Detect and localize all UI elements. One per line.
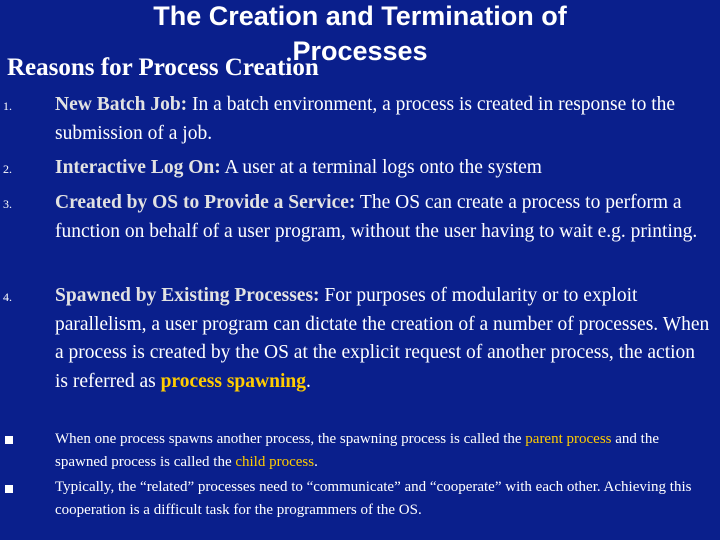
- bullet-text: When one process spawns another process, the spawning process is called the: [55, 431, 526, 447]
- list-number: 3.: [3, 197, 12, 211]
- list-item-tail: .: [305, 370, 311, 392]
- term: Interactive Log On:: [55, 157, 221, 178]
- list-number: 4.: [3, 290, 12, 304]
- bullet-text: and the spawned process is called the: [55, 431, 659, 470]
- bullet-item: [55, 428, 715, 473]
- list-item-text: In a batch environment, a process is created in response to the submission of a job.: [55, 94, 676, 144]
- highlight-parent-process: parent process: [525, 431, 612, 447]
- bullet-text: Typically, the “related” processes need to “communicate” and “cooperate” with each other. Achieving this cooperation is a difficult task for the programmers of the OS.: [55, 479, 692, 518]
- list-item-text: A user at a terminal logs onto the system: [220, 157, 542, 178]
- term: Created by OS to Provide a Service:: [55, 192, 356, 213]
- highlight-child-process: child process: [235, 453, 315, 470]
- list-item-body: [55, 189, 710, 246]
- term: Spawned by Existing Processes:: [55, 285, 320, 306]
- list-number: 2.: [3, 162, 12, 176]
- list-item-body: [55, 154, 710, 183]
- list-item-text: The OS can create a process to perform a function on behalf of a user program, without the user having to wait e.g. printing.: [55, 192, 698, 242]
- slide-title-line-2: Processes: [292, 36, 428, 66]
- square-bullet-icon: [5, 436, 13, 444]
- square-bullet-icon: [5, 485, 13, 493]
- highlight-term: process spawning: [160, 370, 306, 392]
- bullet-text: .: [314, 453, 318, 470]
- list-number: 1.: [3, 99, 12, 113]
- term: New Batch Job:: [55, 94, 188, 115]
- list-item-body: [55, 91, 710, 148]
- slide-title-line-1: The Creation and Termination of: [153, 1, 567, 31]
- list-item-text: For purposes of modularity or to exploit parallelism, a user program can dictate the creation of a number of processes. When a process is created by the OS at the explicit request of another process, the action is referred as: [55, 285, 710, 392]
- list-item-body: [55, 282, 710, 396]
- section-heading: Reasons for Process Creation: [7, 54, 319, 81]
- bullet-item: [55, 476, 715, 521]
